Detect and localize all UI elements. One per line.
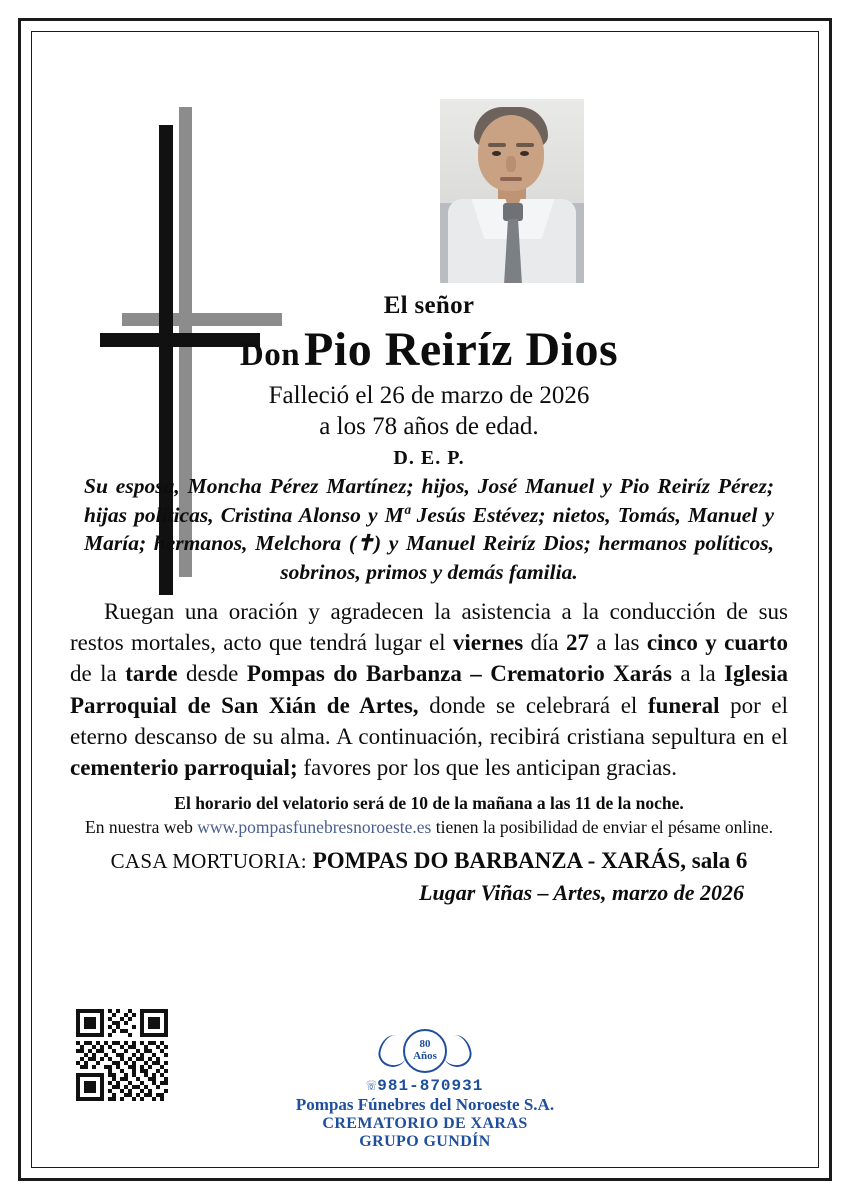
place-and-date: Lugar Viñas – Artes, marzo de 2026: [419, 879, 744, 905]
portrait-eye-right: [520, 151, 529, 156]
body-segment-7: donde se celebrará el: [418, 692, 648, 718]
company-name: Pompas Fúnebres del Noroeste S.A.: [295, 1095, 555, 1114]
crematorium-name: CREMATORIO DE XARAS: [322, 1115, 528, 1132]
body-segment-9: favores por los que les anticipan gracias.: [297, 754, 677, 780]
funeral-weekday: viernes: [452, 630, 524, 656]
funeral-cemetery: cementerio parroquial;: [70, 754, 298, 780]
outer-border: [18, 18, 832, 1181]
portrait-eye-left: [492, 151, 501, 156]
funeral-time: cinco y cuarto: [646, 630, 788, 656]
body-segment-6: a la: [671, 661, 725, 687]
inner-border: [31, 31, 819, 1168]
mortuary-line: [70, 848, 788, 874]
portrait-nose: [506, 156, 516, 172]
body-segment-4: de la: [70, 661, 126, 687]
funeral-daypart: tarde: [125, 661, 178, 687]
website-suffix: tienen la posibilidad de enviar el pésame online.: [431, 816, 773, 837]
body-segment-5: desde: [177, 661, 247, 687]
body-segment-1: Ruegan una oración y agradecen la asistencia a la conducción de sus restos mortales, acto que tendrá lugar el: [70, 599, 788, 656]
deceased-name: Pio Reiríz Dios: [304, 323, 619, 376]
funeral-daynumber: 27: [566, 630, 589, 656]
funeral-arrangements: [70, 596, 788, 782]
dep-abbreviation: D. E. P.: [393, 447, 465, 469]
death-date: Falleció el 26 de marzo de 2026: [268, 382, 590, 409]
mortuary-room: sala 6: [691, 847, 748, 873]
mortuary-place: POMPAS DO BARBANZA - XARÁS,: [312, 847, 687, 873]
laurel-badge-icon: [365, 1029, 485, 1073]
age-line: a los 78 años de edad.: [319, 413, 539, 440]
family-list: Su esposa, Moncha Pérez Martínez; hijos, José Manuel y Pio Reiríz Pérez; hijas políticas, Cristina Alonso y Mª Jesús Estévez; nietos, Tomás, Manuel y María; hermanos, Melchora (✝) y Manuel Reiríz Dios; hermanos políticos, sobrinos, primos y demás familia.: [84, 474, 774, 584]
company-footer: [32, 1029, 818, 1151]
wake-schedule: El horario del velatorio será de 10 de la mañana a las 11 de la noche.: [174, 792, 684, 813]
mortuary-label: CASA MORTUORIA:: [110, 848, 307, 873]
body-segment-3: a las: [589, 630, 647, 656]
portrait-photo: [440, 99, 584, 283]
anniversary-badge: [403, 1029, 447, 1073]
badge-word: Años: [413, 1050, 437, 1062]
body-segment-2: día: [523, 630, 566, 656]
website-line: [70, 817, 788, 838]
portrait-tie-knot: [503, 203, 523, 221]
body-segment-8: por el eterno descanso de su alma. A continuación, recibirá cristiana sepultura en el: [70, 692, 789, 749]
name-title: Don: [239, 337, 301, 373]
honorific: El señor: [383, 292, 475, 319]
portrait-brow-right: [516, 143, 534, 147]
portrait-mouth: [500, 177, 522, 181]
group-name: GRUPO GUNDÍN: [359, 1133, 491, 1150]
badge-number: 80: [419, 1038, 431, 1051]
funeral-origin: Pompas do Barbanza – Crematorio Xarás: [246, 661, 672, 687]
website-prefix: En nuestra web: [85, 816, 198, 837]
website-link[interactable]: www.pompasfunebresnoroeste.es: [197, 816, 432, 837]
portrait-brow-left: [488, 143, 506, 147]
deceased-name-line: [70, 323, 788, 376]
notice-content: [70, 292, 788, 906]
funeral-church: Iglesia Parroquial de San Xián de Artes,: [70, 661, 788, 718]
phone-icon: ☏981-870931: [366, 1077, 484, 1095]
funeral-word: funeral: [647, 692, 720, 718]
